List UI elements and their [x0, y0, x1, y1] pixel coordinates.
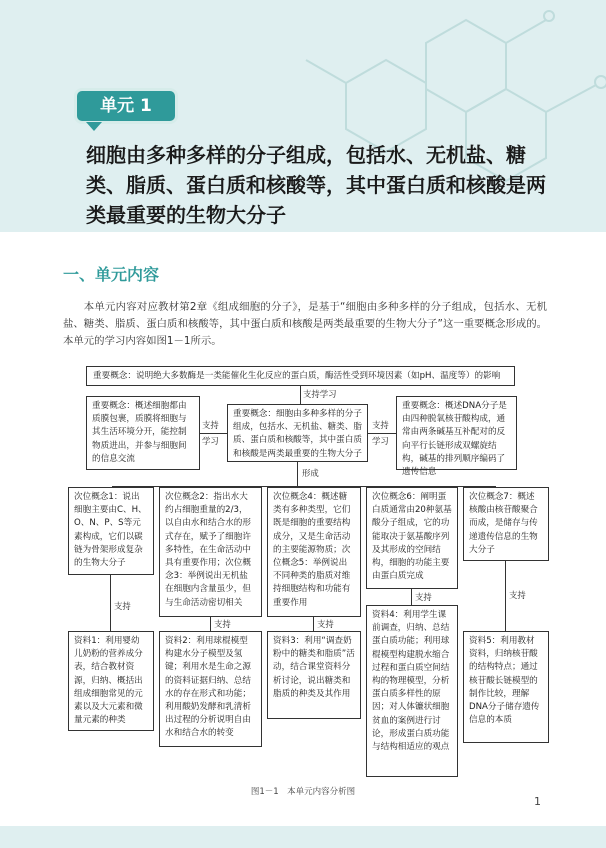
sub-concept-2-3: 次位概念2：指出水大约占细胞重量的2/3，以自由水和结合水的形式存在，赋予了细胞许多特性，在生命活动中具有重要作用；次位概念3：举例说出无机盐在细胞内含量虽少，但与生命活动密切相关	[159, 487, 262, 617]
connector	[297, 462, 298, 486]
sub-concept-1: 次位概念1：说出细胞主要由C、H、O、N、P、S等元素构成，它们以碳链为骨架形成复杂的生物大分子	[68, 487, 154, 575]
label-support-4: 支持	[415, 592, 432, 602]
sub-concept-6: 次位概念6：阐明蛋白质通常由20种氨基酸分子组成，它的功能取决于氨基酸序列及其形成的空间结构，细胞的功能主要由蛋白质完成	[366, 487, 458, 589]
label-study-right: 学习	[372, 436, 389, 446]
connector	[411, 589, 412, 605]
connector	[505, 561, 506, 631]
connector	[110, 575, 111, 631]
concept-top-box: 重要概念：说明绝大多数酶是一类能催化生化反应的蛋白质，酶活性受到环境因素（如pH、温度等）的影响	[86, 366, 515, 386]
connector	[313, 617, 314, 631]
label-support-1: 支持	[114, 601, 131, 611]
unit-title: 细胞由多种多样的分子组成，包括水、无机盐、糖类、脂质、蛋白质和核酸等，其中蛋白质和核酸是两类最重要的生物大分子	[86, 143, 546, 227]
unit-tag-tail	[86, 122, 102, 131]
label-support-right: 支持	[372, 420, 389, 430]
connector	[368, 433, 396, 434]
section-title: 一、单元内容	[63, 265, 160, 284]
section-paragraph: 本单元内容对应教材第2章《组成细胞的分子》，是基于“细胞由多种多样的分子组成，包括水、无机盐、糖类、脂质、蛋白质和核酸等，其中蛋白质和核酸是两类最重要的生物大分子”这一重要概念形成的。本单元的学习内容如图1－1所示。	[63, 301, 547, 347]
resource-1: 资料1：利用婴幼儿奶粉的营养成分表，结合教材资源，归纳、概括出组成细胞常见的元素以及大元素和微量元素的种类	[68, 631, 154, 731]
page-number: 1	[534, 795, 541, 808]
label-study-left: 学习	[202, 436, 219, 446]
connector	[300, 386, 301, 404]
figure-caption: 图1－1 本单元内容分析图	[250, 787, 356, 797]
resource-2: 资料2：利用球棍模型构建水分子模型及氢键；利用水是生命之源的资料证据归纳、总结水的存在形式和功能；利用酸奶发酵和乳清析出过程的分析说明自由水和结合水的转变	[159, 631, 262, 747]
label-support-2: 支持	[214, 619, 231, 629]
footer-band	[0, 826, 606, 848]
unit-tag: 单元 1	[74, 88, 178, 124]
label-support-left: 支持	[202, 420, 219, 430]
connector	[210, 617, 211, 631]
resource-5: 资料5：利用教材资料，归纳核苷酸的结构特点；通过核苷酸长链模型的制作比较，理解DNA分子储存遗传信息的本质	[463, 631, 549, 743]
concept-right-box: 重要概念：概述DNA分子是由四种脱氧核苷酸构成，通常由两条碱基互补配对的反向平行长链形成双螺旋结构，碱基的排列顺序编码了遗传信息	[396, 396, 517, 470]
label-support-5: 支持	[509, 590, 526, 600]
resource-3: 资料3：利用“调查奶粉中的糖类和脂质”活动，结合课堂资料分析讨论，说出糖类和脂质的种类及其作用	[267, 631, 361, 719]
concept-left-box: 重要概念：概述细胞都由质膜包裹，质膜将细胞与其生活环境分开，能控制物质进出，并参与细胞间的信息交流	[86, 396, 200, 470]
label-support-3: 支持	[317, 619, 334, 629]
label-form: 形成	[302, 468, 319, 478]
concept-center-box: 重要概念：细胞由多种多样的分子组成，包括水、无机盐、糖类、脂质、蛋白质和核酸等，其中蛋白质和核酸是两类最重要的生物大分子	[227, 404, 368, 462]
label-support-study: 支持学习	[303, 389, 337, 399]
connector	[200, 433, 227, 434]
sub-concept-4-5: 次位概念4：概述糖类有多种类型，它们既是细胞的重要结构成分，又是生命活动的主要能源物质；次位概念5：举例说出不同种类的脂质对维持细胞结构和功能有重要作用	[267, 487, 361, 617]
sub-concept-7: 次位概念7：概述核酸由核苷酸聚合而成，是储存与传递遗传信息的生物大分子	[463, 487, 549, 561]
resource-4: 资料4：利用学生课前调查，归纳、总结蛋白质功能；利用球棍模型构建脱水缩合过程和蛋白质空间结构的物理模型，分析蛋白质多样性的原因；对人体镰状细胞贫血的案例进行讨论，形成蛋白质功能与结构相适应的观点	[366, 605, 458, 777]
